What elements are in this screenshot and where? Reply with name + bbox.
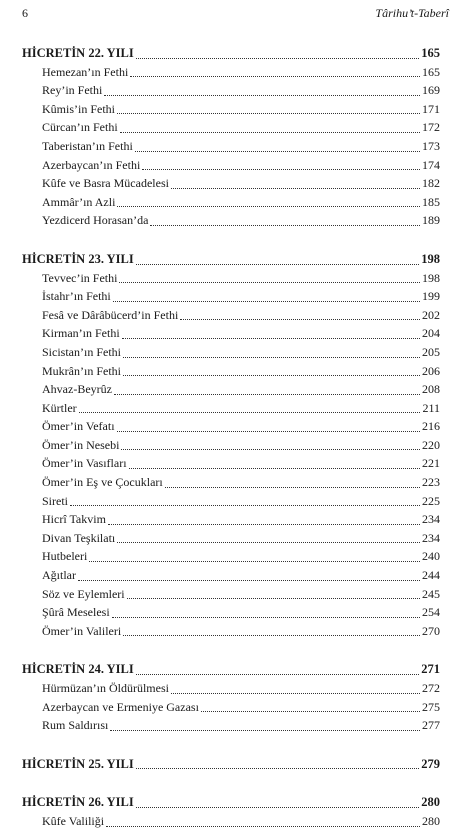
toc-entry-label: HİCRETİN 26. YILI — [22, 795, 134, 810]
dot-leader — [108, 524, 420, 525]
toc-entry[interactable] — [22, 81, 440, 100]
toc-entry-label: Yezdicerd Horasan’da — [42, 213, 149, 228]
toc-entry[interactable] — [22, 118, 440, 137]
toc-entry-label: Rey’in Fethi — [42, 83, 103, 98]
toc-entry[interactable] — [22, 529, 440, 548]
dot-leader — [79, 412, 421, 413]
dot-leader — [120, 132, 420, 133]
running-title: Târihu’t-Taberî — [375, 6, 449, 20]
toc-entry-label: Azerbaycan ve Ermeniye Gazası — [42, 699, 199, 714]
dot-leader — [136, 264, 420, 265]
toc-entry[interactable] — [22, 156, 440, 175]
dot-leader — [117, 206, 420, 207]
toc-page-number: 202 — [422, 307, 440, 322]
toc-page-number: 270 — [422, 623, 440, 638]
dot-leader — [104, 95, 420, 96]
toc-entry[interactable] — [22, 343, 440, 362]
dot-leader — [171, 188, 420, 189]
toc-page-number: 169 — [422, 83, 440, 98]
toc-page-number: 185 — [422, 194, 440, 209]
toc-entry[interactable] — [22, 812, 440, 831]
toc-entry-label: Kûfe Valiliği — [42, 813, 105, 828]
section-gap — [22, 773, 440, 793]
dot-leader — [135, 151, 420, 152]
toc-page-number: 220 — [422, 437, 440, 452]
toc-page-number: 245 — [422, 586, 440, 601]
toc-section-heading[interactable] — [22, 755, 440, 774]
dot-leader — [123, 635, 420, 636]
toc-entry-label: HİCRETİN 22. YILI — [22, 46, 134, 60]
toc-section — [22, 660, 440, 734]
dot-leader — [121, 449, 420, 450]
dot-leader — [130, 76, 420, 77]
toc-entry[interactable] — [22, 679, 440, 698]
toc-page-number: 254 — [422, 605, 440, 620]
toc-entry-label: HİCRETİN 25. YILI — [22, 756, 134, 771]
dot-leader — [117, 542, 420, 543]
toc-page-number: 198 — [421, 251, 440, 266]
toc-entry[interactable] — [22, 417, 440, 436]
dot-leader — [142, 169, 420, 170]
dot-leader — [136, 807, 420, 808]
toc-page-number: 189 — [422, 213, 440, 228]
toc-entry[interactable] — [22, 269, 440, 288]
toc-page-number: 216 — [422, 419, 440, 434]
toc-page-number: 225 — [422, 493, 440, 508]
toc-entry-label: Ömer’in Eş ve Çocukları — [42, 475, 163, 490]
toc-entry-label: Ammâr’ın Azli — [42, 194, 116, 209]
toc-entry-label: HİCRETİN 23. YILI — [22, 251, 134, 266]
toc-page-number: 244 — [422, 568, 440, 583]
toc-entry-label: Şûrâ Meselesi — [42, 605, 110, 620]
dot-leader — [171, 693, 420, 694]
toc-entry-label: Kirman’ın Fethi — [42, 326, 120, 341]
toc-page-number: 174 — [422, 157, 440, 172]
toc-page-number: 280 — [422, 813, 440, 828]
toc-entry-label: Sireti — [42, 493, 68, 508]
toc-entry-label: Hutbeleri — [42, 549, 88, 564]
dot-leader — [123, 357, 420, 358]
toc-entry-label: Sicistan’ın Fethi — [42, 344, 121, 359]
section-gap — [22, 735, 440, 755]
toc-page-number: 198 — [422, 270, 440, 285]
dot-leader — [117, 113, 420, 114]
page-number: 6 — [22, 6, 28, 20]
toc-page-number: 272 — [422, 681, 440, 695]
toc-entry-label: Hicrî Takvim — [42, 512, 106, 527]
toc-entry-label: Tevvec’in Fethi — [42, 270, 118, 285]
toc-entry[interactable] — [22, 63, 440, 82]
toc-entry-label: Divan Teşkilatı — [42, 530, 116, 545]
section-gap — [22, 230, 440, 250]
toc-page-number: 204 — [422, 326, 440, 341]
toc-page-number: 275 — [422, 699, 440, 714]
toc-page-number: 277 — [422, 718, 440, 733]
dot-leader — [136, 674, 420, 675]
toc-entry-label: Hürmüzan’ın Öldürülmesi — [42, 681, 169, 695]
toc-entry-label: Kûfe ve Basra Mücadelesi — [42, 176, 169, 191]
dot-leader — [165, 487, 420, 488]
toc-entry-label: Cürcan’ın Fethi — [42, 120, 118, 135]
toc-entry-label: Ağıtlar — [42, 568, 76, 583]
toc-entry[interactable] — [22, 622, 440, 641]
dot-leader — [180, 319, 420, 320]
toc-page-number: 208 — [422, 382, 440, 397]
toc-entry[interactable] — [22, 174, 440, 193]
toc-entry-label: Fesâ ve Dârâbücerd’in Fethi — [42, 307, 179, 322]
toc-page-number: 205 — [422, 344, 440, 359]
toc-page-number: 223 — [422, 475, 440, 490]
toc-section — [22, 44, 440, 230]
toc-entry[interactable] — [22, 454, 440, 473]
toc-entry[interactable] — [22, 510, 440, 529]
dot-leader — [129, 468, 420, 469]
dot-leader — [110, 730, 420, 731]
toc-entry-label: İstahr’ın Fethi — [42, 289, 111, 304]
toc-entry[interactable] — [22, 137, 440, 156]
toc-entry-label: Kürtler — [42, 400, 77, 415]
toc-entry-label: Mukrân’ın Fethi — [42, 363, 121, 378]
toc-page-number: 172 — [422, 120, 440, 135]
toc-section — [22, 755, 440, 774]
toc-section-heading[interactable] — [22, 793, 440, 812]
toc-entry[interactable] — [22, 547, 440, 566]
toc-entry-label: Ömer’in Vasıfları — [42, 456, 127, 471]
toc-entry-label: Azerbaycan’ın Fethi — [42, 157, 141, 172]
toc-entry-label: Ömer’in Nesebi — [42, 437, 120, 452]
toc-page-number: 171 — [422, 101, 440, 116]
toc-entry-label: Hemezan’ın Fethi — [42, 64, 129, 79]
toc-page-number: 221 — [422, 456, 440, 471]
page-header — [22, 6, 449, 22]
toc-entry[interactable] — [22, 473, 440, 492]
toc-entry-label: Ömer’in Valileri — [42, 623, 122, 638]
dot-leader — [114, 394, 420, 395]
toc-page-number: 206 — [422, 363, 440, 378]
toc-entry[interactable] — [22, 380, 440, 399]
toc-entry[interactable] — [22, 287, 440, 306]
toc-entry[interactable] — [22, 324, 440, 343]
toc-page-number: 165 — [421, 46, 440, 60]
toc-entry[interactable] — [22, 585, 440, 604]
dot-leader — [113, 301, 420, 302]
toc-page-number: 271 — [421, 662, 440, 677]
toc-page-number: 211 — [422, 400, 440, 415]
toc-entry-label: Taberistan’ın Fethi — [42, 138, 133, 153]
toc-entry[interactable] — [22, 492, 440, 511]
toc-entry[interactable] — [22, 436, 440, 455]
toc-page-number: 234 — [422, 530, 440, 545]
toc-page-number: 199 — [422, 289, 440, 304]
toc-entry[interactable] — [22, 399, 440, 418]
toc-entry[interactable] — [22, 193, 440, 212]
toc-entry[interactable] — [22, 603, 440, 622]
dot-leader — [122, 338, 420, 339]
dot-leader — [106, 826, 420, 827]
dot-leader — [117, 431, 420, 432]
dot-leader — [127, 598, 420, 599]
dot-leader — [201, 711, 420, 712]
toc-entry[interactable] — [22, 100, 440, 119]
toc-page-number: 280 — [421, 795, 440, 810]
toc-section — [22, 793, 440, 830]
dot-leader — [89, 561, 420, 562]
toc-page-number: 182 — [422, 176, 440, 191]
toc-entry[interactable] — [22, 362, 440, 381]
dot-leader — [136, 58, 420, 59]
toc-page-number: 234 — [422, 512, 440, 527]
dot-leader — [78, 580, 420, 581]
toc-page-number: 165 — [422, 64, 440, 79]
dot-leader — [136, 768, 420, 769]
toc-entry-label: Ahvaz-Beyrûz — [42, 382, 112, 397]
toc-entry[interactable] — [22, 211, 440, 230]
toc-page-number: 279 — [421, 756, 440, 771]
toc-section-heading[interactable] — [22, 250, 440, 269]
toc-entry-label: Kûmis’in Fethi — [42, 101, 116, 116]
toc-entry-label: Rum Saldırısı — [42, 718, 109, 733]
toc-entry-label: HİCRETİN 24. YILI — [22, 662, 134, 677]
toc-section — [22, 250, 440, 640]
dot-leader — [123, 375, 420, 376]
dot-leader — [150, 225, 420, 226]
toc-entry-label: Söz ve Eylemleri — [42, 586, 125, 601]
toc-entry[interactable] — [22, 306, 440, 325]
toc-page-number: 240 — [422, 549, 440, 564]
dot-leader — [112, 617, 420, 618]
toc-entry[interactable] — [22, 716, 440, 735]
toc-section-heading[interactable] — [22, 660, 440, 679]
toc-section-heading[interactable] — [22, 44, 440, 63]
toc-entry[interactable] — [22, 566, 440, 585]
table-of-contents — [22, 44, 440, 831]
toc-entry[interactable] — [22, 698, 440, 717]
section-gap — [22, 640, 440, 660]
dot-leader — [70, 505, 420, 506]
toc-page-number: 173 — [422, 138, 440, 153]
toc-entry-label: Ömer’in Vefatı — [42, 419, 115, 434]
dot-leader — [119, 282, 420, 283]
